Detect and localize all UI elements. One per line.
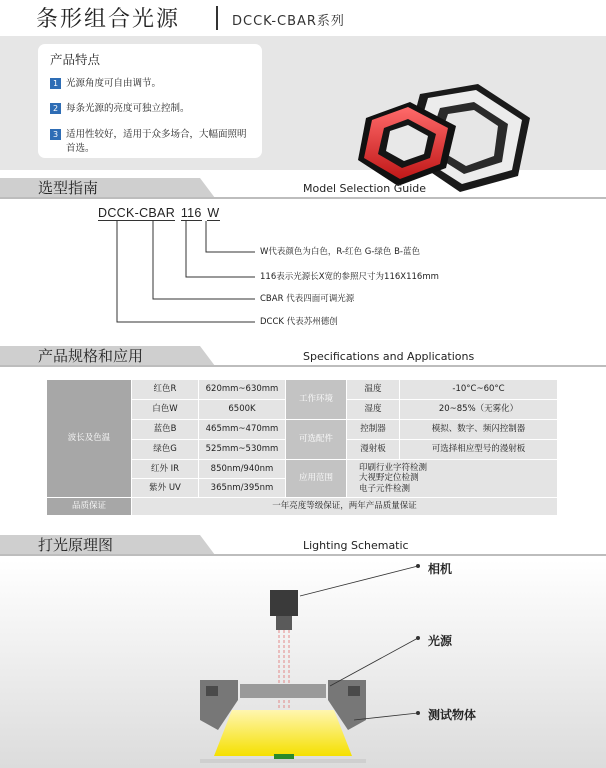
env-name: 温度 [347, 380, 399, 399]
color-value: 465mm~470mm [199, 420, 285, 439]
specs-section-header [0, 346, 606, 366]
features-card [38, 44, 262, 158]
section-title: 打光原理图 [38, 536, 114, 554]
page-title: 条形组合光源 [36, 7, 181, 32]
accessory-label: 可选配件 [286, 420, 346, 459]
test-object-label: 测试物体 [428, 708, 477, 722]
feature-text: 每条光源的亮度可独立控制。 [66, 103, 190, 114]
schematic-section-header [0, 535, 606, 555]
number-badge: 3 [50, 129, 61, 140]
accessory-name: 漫射板 [347, 440, 399, 459]
feature-text: 适用性较好，适用于众多场合，大幅面照明首选。 [66, 129, 247, 154]
lighting-schematic [0, 560, 606, 768]
feature-text: 光源角度可自由调节。 [66, 78, 162, 89]
quality-label: 品质保证 [47, 498, 131, 515]
code-size: 116 [180, 206, 202, 220]
env-label: 工作环境 [286, 380, 346, 419]
application-line: 印刷行业字符检测 [359, 462, 428, 473]
features-title: 产品特点 [50, 52, 101, 67]
feature-item [50, 77, 255, 91]
title-divider [216, 6, 218, 30]
application-label: 应用范围 [286, 460, 346, 497]
accessory-value: 可选择相应型号的漫射板 [400, 440, 557, 459]
color-name: 蓝色B [132, 420, 198, 439]
color-name: 红外 IR [132, 460, 198, 478]
accessory-value: 模拟、数字、频闪控制器 [400, 420, 557, 439]
schematic-drawing [0, 560, 606, 768]
feature-item [50, 128, 255, 156]
legend-color: W代表颜色为白色，R-红色 G-绿色 B-蓝色 [260, 247, 420, 257]
number-badge: 2 [50, 103, 61, 114]
features-band [0, 36, 606, 170]
env-name: 湿度 [347, 400, 399, 419]
section-title: 产品规格和应用 [38, 347, 144, 365]
section-title-en: Lighting Schematic [303, 539, 409, 552]
camera-label: 相机 [428, 562, 453, 576]
code-prefix: DCCK- [98, 206, 140, 220]
quality-text: 一年亮度等级保证，两年产品质量保证 [132, 498, 557, 515]
feature-item [50, 102, 255, 116]
color-value: 365nm/395nm [199, 479, 285, 497]
model-code [98, 206, 220, 221]
spec-table [47, 380, 557, 517]
color-name: 绿色G [132, 440, 198, 459]
color-name: 白色W [132, 400, 198, 419]
legend-brand: DCCK 代表苏州德创 [260, 317, 338, 327]
color-name: 紫外 UV [132, 479, 198, 497]
application-line: 大视野定位检测 [359, 473, 419, 484]
legend-type: CBAR 代表四面可调光源 [260, 294, 355, 304]
section-title: 选型指南 [38, 179, 99, 197]
code-type: CBAR [139, 206, 176, 220]
env-value: -10°C~60°C [400, 380, 557, 399]
env-value: 20~85%（无雾化） [400, 400, 557, 419]
light-source-label: 光源 [428, 634, 453, 648]
section-title-en: Specifications and Applications [303, 350, 475, 363]
section-title-en: Model Selection Guide [303, 182, 427, 195]
application-list [347, 460, 557, 497]
color-name: 红色R [132, 380, 198, 399]
page-header [0, 0, 606, 36]
color-value: 525mm~530mm [199, 440, 285, 459]
selection-section-header [0, 178, 606, 198]
number-badge: 1 [50, 78, 61, 89]
section-tab [0, 178, 215, 198]
wave-label: 波长及色温 [47, 380, 131, 497]
application-line: 电子元件检测 [359, 483, 411, 494]
color-value: 620mm~630mm [199, 380, 285, 399]
series-subtitle: DCCK-CBAR系列 [232, 14, 345, 29]
color-value: 6500K [199, 400, 285, 419]
color-value: 850nm/940nm [199, 460, 285, 478]
code-color: W [207, 206, 220, 220]
accessory-name: 控制器 [347, 420, 399, 439]
legend-size: 116表示光源长X宽的参照尺寸为116X116mm [260, 272, 439, 282]
